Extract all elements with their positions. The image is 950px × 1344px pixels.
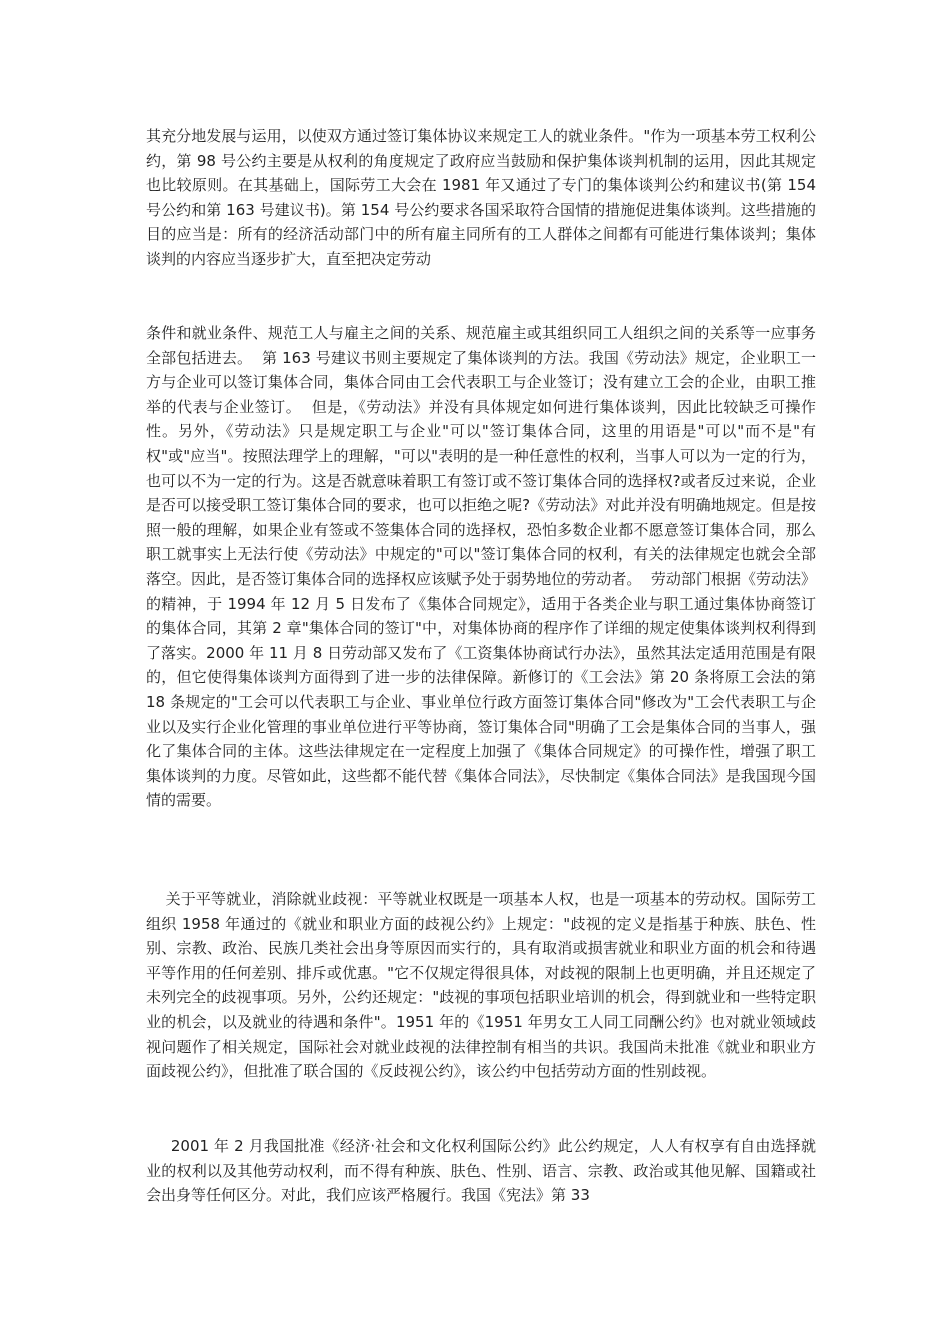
paragraph-covenant-ratification: 2001 年 2 月我国批准《经济·社会和文化权利国际公约》此公约规定，人人有权享有自由选择就业的权利以及其他劳动权利，而不得有种族、肤色、性别、语言、宗教、政治或其他见解、国籍或社会出身等任何区分。对此，我们应该严格履行。我国《宪法》第 33: [146, 1137, 816, 1205]
paragraph-labor-law-collective-contracts: 条件和就业条件、规范工人与雇主之间的关系、规范雇主或其组织同工人组织之间的关系等一应事务全部包括进去。 第 163 号建议书则主要规定了集体谈判的方法。我国《劳动法》规定，企业职工一方与企业可以签订集体合同，集体合同由工会代表职工与企业签订；没有建立工会的企业，由职工推举的代表与企业签订。 但是，《劳动法》并没有具体规定如何进行集体谈判，因此比较缺乏可操作性。另外，《劳动法》只是规定职工与企业"可以"签订集体合同，这里的用语是"可以"而不是"有权"或"应当"。按照法理学上的理解，"可以"表明的是一种任意性的权利，当事人可以为一定的行为，也可以不为一定的行为。这是否就意味着职工有签订或不签订集体合同的选择权?或者反过来说，企业是否可以接受职工签订集体合同的要求，也可以拒绝之呢?《劳动法》对此并没有明确地规定。但是按照一般的理解，如果企业有签或不签集体合同的选择权，恐怕多数企业都不愿意签订集体合同，那么职工就事实上无法行使《劳动法》中规定的"可以"签订集体合同的权利，有关的法律规定也就会全部落空。因此，是否签订集体合同的选择权应该赋予处于弱势地位的劳动者。 劳动部门根据《劳动法》的精神，于 1994 年 12 月 5 日发布了《集体合同规定》，适用于各类企业与职工通过集体协商签订的集体合同，其第 2 章"集体合同的签订"中，对集体协商的程序作了详细的规定使集体谈判权利得到了落实。2000 年 11 月 8 日劳动部又发布了《工资集体协商试行办法》，虽然其法定适用范围是有限的，但它使得集体谈判方面得到了进一步的法律保障。新修订的《工会法》第 20 条将原工会法的第 18 条规定的"工会可以代表职工与企业、事业单位行政方面签订集体合同"修改为"工会代表职工与企业以及实行企业化管理的事业单位进行平等协商，签订集体合同"明确了工会是集体合同的当事人，强化了集体合同的主体。这些法律规定在一定程度上加强了《集体合同规定》的可操作性，增强了职工集体谈判的力度。尽管如此，这些都不能代替《集体合同法》，尽快制定《集体合同法》是我国现今国情的需要。: [146, 324, 821, 810]
paragraph-equal-employment: 关于平等就业，消除就业歧视：平等就业权既是一项基本人权，也是一项基本的劳动权。国际劳工组织 1958 年通过的《就业和职业方面的歧视公约》上规定："歧视的定义是指基于种族、肤色、性别、宗教、政治、民族几类社会出身等原因而实行的，具有取消或损害就业和职业方面的机会和待遇平等作用的任何差别、排斥或优惠。"它不仅规定得很具体，对歧视的限制上也更明确，并且还规定了未列完全的歧视事项。另外，公约还规定："歧视的事项包括职业培训的机会，得到就业和一些特定职业的机会，以及就业的待遇和条件"。1951 年的《1951 年男女工人同工同酬公约》也对就业领域歧视问题作了相关规定，国际社会对就业歧视的法律控制有相当的共识。我国尚未批准《就业和职业方面歧视公约》，但批准了联合国的《反歧视公约》，该公约中包括劳动方面的性别歧视。: [146, 890, 816, 1081]
paragraph-collective-bargaining-conventions: 其充分地发展与运用，以使双方通过签订集体协议来规定工人的就业条件。"作为一项基本劳工权利公约，第 98 号公约主要是从权利的角度规定了政府应当鼓励和保护集体谈判机制的运用，因此其规定也比较原则。在其基础上，国际劳工大会在 1981 年又通过了专门的集体谈判公约和建议书(第 154 号公约和第 163 号建议书)。第 154 号公约要求各国采取符合国情的措施促进集体谈判。这些措施的目的应当是：所有的经济活动部门中的所有雇主同所有的工人群体之间都有可能进行集体谈判；集体谈判的内容应当逐步扩大，直至把决定劳动: [146, 127, 821, 268]
